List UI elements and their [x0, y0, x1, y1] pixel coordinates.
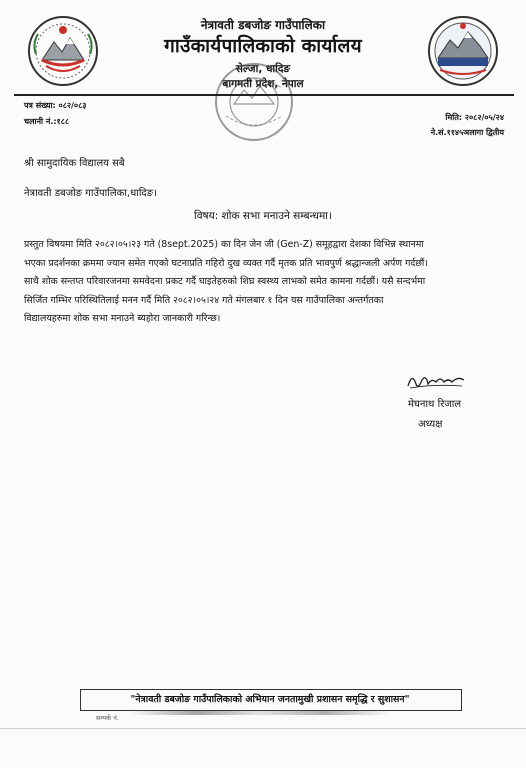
body-line: साथै शोक सन्तप्त परिवारजनमा समवेदना प्रकट गर्दै घाइतेहरुको शिघ्र स्वस्थ्य लाभको समेत कामना गर्दछौं। यसै सन्दर्भमा — [24, 276, 426, 288]
recipient-line-2: नेत्रावती डबजोङ गाउँपालिका,धादिङ। — [24, 188, 157, 199]
dispatch-number: चलानी नं.:१८८ — [24, 117, 70, 126]
letter-number: पत्र संख्या: ०८२/०८३ — [24, 101, 87, 110]
nepal-emblem-icon — [26, 14, 100, 88]
footer-contact: सम्पर्क नं. — [96, 714, 119, 722]
header-divider — [14, 94, 514, 96]
body-line: सिर्जित गम्भिर परिस्थितिलाई मनन गर्दै मिति २०८२।०५।२४ गते मंगलबार १ दिन यस गाउँपालिका अन्तर्गतका — [24, 294, 384, 306]
body-line: प्रस्तुत विषयमा मिति २०८२।०५।२३ गते (8sept.2025) का दिन जेन जी (Gen-Z) समूहद्वारा देशका विभिन्न स्थानमा — [24, 239, 424, 250]
signatory-title: अध्यक्ष — [418, 419, 443, 430]
body-line: विद्यालयहरुमा शोक सभा मनाउने ब्यहोरा जानकारी गरिन्छ। — [24, 313, 221, 325]
signatory-name: मेघनाथ रिजाल — [408, 399, 462, 410]
signature-icon — [404, 370, 470, 392]
page-edge-divider — [0, 728, 526, 729]
office-title: गाउँकार्यपालिकाको कार्यालय — [164, 35, 362, 57]
body-line: भएका प्रदर्शनका क्रममा ज्यान समेत गएको घटनाप्रति गहिरो दुख व्यक्त गर्दै मृतक प्रति भावपुर्ण श्रद्धान्जली अर्पण गर्दछौं। — [24, 257, 428, 269]
office-stamp-icon — [212, 60, 296, 144]
recipient-line-1: श्री सामुदायिक विद्यालय सबै — [24, 158, 125, 169]
footer-slogan: "नेत्रावती डबजोङ गाउँपालिकाको अभियान जनतामुखी प्रशासन समृद्धि र सुशासन" — [130, 694, 410, 705]
address-line-2: बागमती प्रदेश, नेपाल — [222, 78, 304, 90]
footer-smudge — [130, 711, 390, 715]
letter-date: मिति: २०८२/०५/२४ — [445, 113, 504, 122]
letter-subject: विषय: शोक सभा मनाउने सम्बन्धमा। — [194, 210, 332, 222]
nepal-sambat-date: ने.सं.११४५ञलागा द्वितीय — [430, 128, 504, 137]
letter-body — [24, 236, 510, 329]
municipality-name: नेत्रावती डबजोङ गाउँपालिका — [200, 18, 326, 32]
municipality-logo-icon — [426, 14, 500, 88]
address-line-1: सेल्जा, धादिङ — [235, 63, 291, 75]
